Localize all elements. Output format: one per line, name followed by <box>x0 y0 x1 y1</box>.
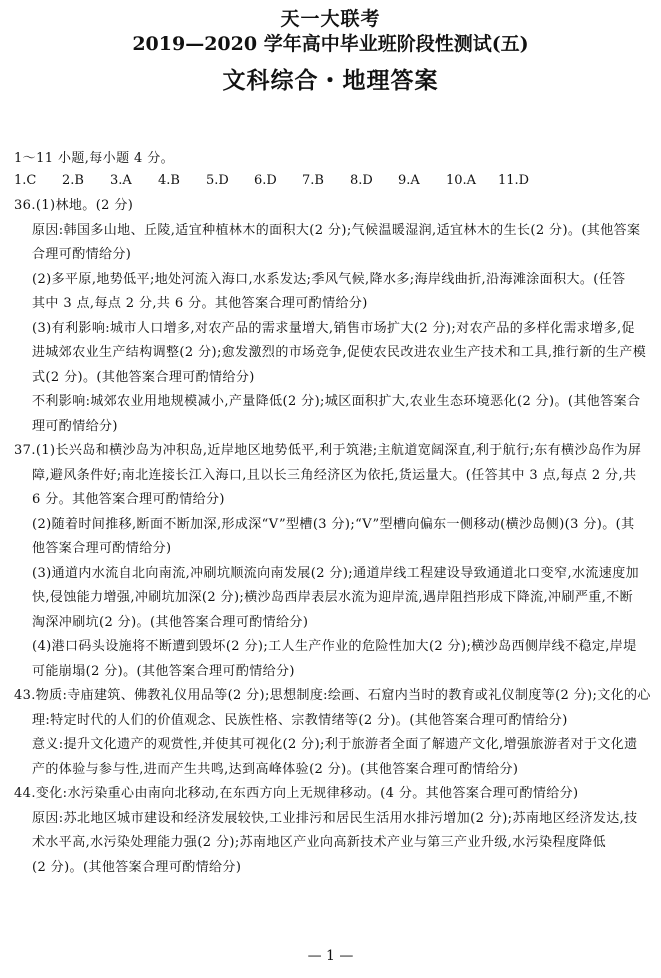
answer-line: (4)港口码头设施将不断遭到毁坏(2 分);工人生产作业的危险性加大(2 分);横沙岛西侧岸线不稳定,岸堤 <box>32 639 637 654</box>
choice-answer: 9.A <box>398 173 420 188</box>
choice-intro: 1～11 小题,每小题 4 分。 <box>14 151 175 166</box>
answer-line: 淘深冲刷坑(2 分)。(其他答案合理可酌情给分) <box>32 615 309 630</box>
answer-line: (2 分)。(其他答案合理可酌情给分) <box>32 860 242 875</box>
answer-line: 6 分。其他答案合理可酌情给分) <box>32 492 225 507</box>
answer-line: 44.变化:水污染重心由南向北移动,在东西方向上无规律移动。(4 分。其他答案合理可酌情给分) <box>14 786 579 801</box>
answer-line: 36.(1)林地。(2 分) <box>14 198 134 213</box>
choice-answer: 3.A <box>110 173 132 188</box>
exam-title: 2019—2020 学年高中毕业班阶段性测试(五) <box>132 33 529 55</box>
answer-line: 原因:苏北地区城市建设和经济发展较快,工业排污和居民生活用水排污增加(2 分);苏南地区经济发达,技 <box>32 811 638 826</box>
choice-answer: 10.A <box>446 173 477 188</box>
answer-line: 其中 3 点,每点 2 分,共 6 分。其他答案合理可酌情给分) <box>32 296 368 311</box>
choice-answer: 1.C <box>14 173 37 188</box>
choice-answer: 2.B <box>62 173 84 188</box>
answer-line: (2)随着时间推移,断面不断加深,形成深“V”型槽(3 分);“V”型槽向偏东一侧移动(横沙岛侧)(3 分)。(其 <box>32 517 635 532</box>
answer-line: 障,避风条件好;南北连接长江入海口,且以长三角经济区为依托,货运量大。(任答其中 3 点,每点 2 分,共 <box>32 468 637 483</box>
answer-line: 式(2 分)。(其他答案合理可酌情给分) <box>32 370 255 385</box>
choice-answers <box>14 172 554 190</box>
choice-answer: 4.B <box>158 173 180 188</box>
exam-org-title: 天一大联考 <box>280 8 381 30</box>
answer-line: (3)有利影响:城市人口增多,对农产品的需求量增大,销售市场扩大(2 分);对农产品的多样化需求增多,促 <box>32 321 635 336</box>
choice-answer: 8.D <box>350 173 373 188</box>
answer-line: 37.(1)长兴岛和横沙岛为冲积岛,近岸地区地势低平,利于筑港;主航道宽阔深直,利于航行;东有横沙岛作为屏 <box>14 443 642 458</box>
answer-line: 不利影响:城郊农业用地规模减小,产量降低(2 分);城区面积扩大,农业生态环境恶化(2 分)。(其他答案合 <box>32 394 641 409</box>
choice-answer: 5.D <box>206 173 229 188</box>
answer-line: 术水平高,水污染处理能力强(2 分);苏南地区产业向高新技术产业与第三产业升级,水污染程度降低 <box>32 835 606 850</box>
choice-answer: 11.D <box>498 173 530 188</box>
answer-line: 理:特定时代的人们的价值观念、民族性格、宗教情绪等(2 分)。(其他答案合理可酌情给分) <box>32 713 568 728</box>
page-number: — 1 — <box>307 948 354 964</box>
choice-answer: 7.B <box>302 173 324 188</box>
answer-line: 进城郊农业生产结构调整(2 分);愈发激烈的市场竞争,促使农民改进农业生产技术和工具,推行新的生产模 <box>32 345 647 360</box>
answer-line: (3)通道内水流自北向南流,冲刷坑顺流向南发展(2 分);通道岸线工程建设导致通道北口变窄,水流速度加 <box>32 566 640 581</box>
answer-line: 产的体验与参与性,进而产生共鸣,达到高峰体验(2 分)。(其他答案合理可酌情给分) <box>32 762 519 777</box>
answer-line: 快,侵蚀能力增强,冲刷坑加深(2 分);横沙岛西岸表层水流为迎岸流,遇岸阻挡形成下降流,冲刷严重,不断 <box>32 590 633 605</box>
answer-line: 合理可酌情给分) <box>32 247 132 262</box>
choice-answer: 6.D <box>254 173 277 188</box>
answer-line: 理可酌情给分) <box>32 419 118 434</box>
answer-line: 他答案合理可酌情给分) <box>32 541 172 556</box>
answer-line: 43.物质:寺庙建筑、佛教礼仪用品等(2 分);思想制度:绘画、石窟内当时的教育或礼仪制度等(2 分);文化的心 <box>14 688 651 703</box>
answer-line: 意义:提升文化遗产的观赏性,并使其可视化(2 分);利于旅游者全面了解遗产文化,增强旅游者对于文化遗 <box>32 737 638 752</box>
answer-line: (2)多平原,地势低平;地处河流入海口,水系发达;季风气候,降水多;海岸线曲折,沿海滩涂面积大。(任答 <box>32 272 626 287</box>
answer-sheet-subtitle: 文科综合・地理答案 <box>222 67 439 94</box>
answer-line: 原因:韩国多山地、丘陵,适宜种植林木的面积大(2 分);气候温暖湿润,适宜林木的生长(2 分)。(其他答案 <box>32 223 641 238</box>
answer-line: 可能崩塌(2 分)。(其他答案合理可酌情给分) <box>32 664 295 679</box>
